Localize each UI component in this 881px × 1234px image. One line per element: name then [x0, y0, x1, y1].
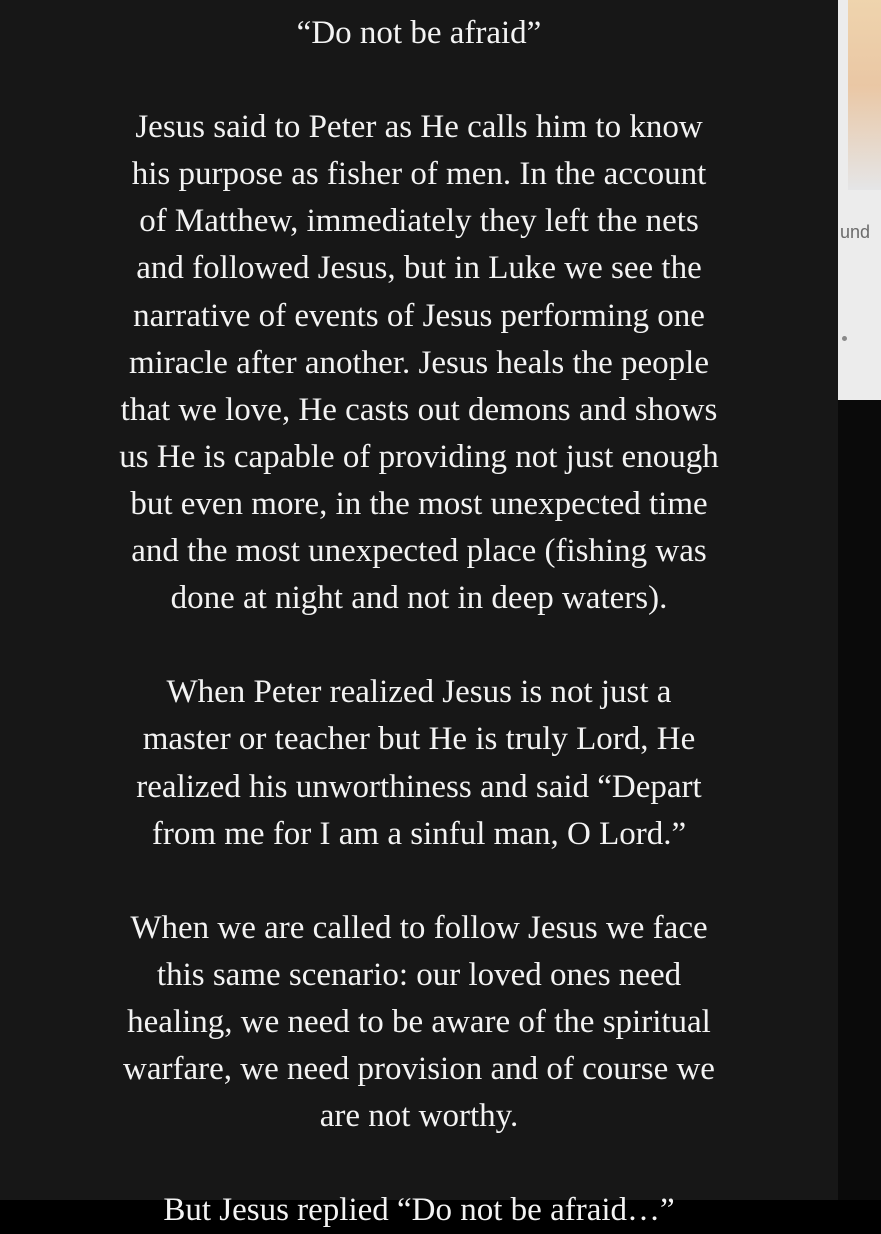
story-line: warfare, we need provision and of course we [123, 1051, 715, 1088]
story-paragraph [20, 905, 818, 1140]
story-line: When Peter realized Jesus is not just a [166, 674, 672, 711]
story-line: are not worthy. [319, 1098, 519, 1135]
story-line: realized his unworthiness and said “Depart [136, 768, 702, 805]
paragraph-gap [20, 1140, 818, 1187]
story-line: this same scenario: our loved ones need [156, 956, 682, 993]
background-post-label: und [840, 222, 871, 242]
story-line: that we love, He casts out demons and shows [120, 391, 718, 428]
story-paragraph [20, 669, 818, 857]
story-line: us He is capable of providing not just enough [119, 438, 719, 475]
story-line: Jesus said to Peter as He calls him to know [135, 109, 703, 146]
more-dot-icon [842, 336, 847, 341]
paragraph-gap [20, 858, 818, 905]
paragraph-gap [20, 57, 818, 104]
story-line: healing, we need to be aware of the spiritual [127, 1003, 711, 1040]
story-line: done at night and not in deep waters). [170, 580, 668, 617]
story-line: and the most unexpected place (fishing was [131, 533, 707, 570]
story-paragraph [20, 10, 818, 57]
background-post-image [848, 0, 881, 190]
paragraph-gap [20, 622, 818, 669]
story-line: of Matthew, immediately they left the nets [139, 203, 699, 240]
story-line: and followed Jesus, but in Luke we see the [136, 250, 702, 287]
story-line: “Do not be afraid” [296, 15, 542, 51]
story-line: miracle after another. Jesus heals the people [128, 344, 709, 381]
story-paragraph [20, 1187, 818, 1234]
story-text [20, 10, 818, 1234]
story-line: When we are called to follow Jesus we face [130, 909, 708, 946]
story-line: but even more, in the most unexpected time [130, 485, 708, 522]
story-line: from me for I am a sinful man, O Lord.” [151, 815, 687, 852]
story-line: master or teacher but He is truly Lord, He [142, 721, 696, 758]
story-paragraph [20, 104, 818, 622]
story-line: narrative of events of Jesus performing one [133, 297, 705, 334]
story-line: his purpose as fisher of men. In the account [131, 156, 707, 193]
story-line: But Jesus replied “Do not be afraid…” [163, 1192, 675, 1229]
